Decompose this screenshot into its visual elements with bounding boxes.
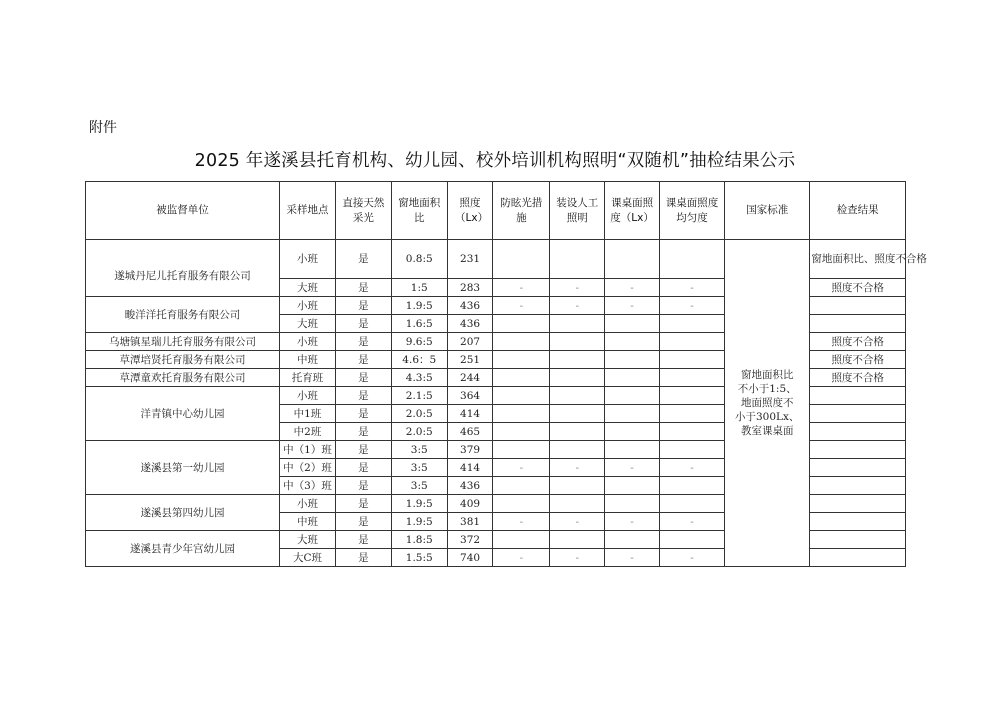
artificial-cell xyxy=(550,423,605,441)
result-cell xyxy=(810,531,906,549)
desk-uniformity-cell xyxy=(660,387,725,405)
ratio-cell: 3:5 xyxy=(391,459,447,477)
location-cell: 托育班 xyxy=(280,369,336,387)
result-cell xyxy=(810,495,906,513)
antiglare-cell xyxy=(493,441,550,459)
result-cell xyxy=(810,513,906,531)
artificial-cell: - xyxy=(550,459,605,477)
illuminance-cell: 372 xyxy=(447,531,493,549)
ratio-cell: 9.6:5 xyxy=(391,333,447,351)
artificial-cell: - xyxy=(550,279,605,297)
antiglare-cell xyxy=(493,369,550,387)
national-standard-cell xyxy=(725,240,810,567)
location-cell: 大C班 xyxy=(280,549,336,567)
standard-line: 小于300Lx、 xyxy=(734,411,800,423)
daylight-cell: 是 xyxy=(335,297,391,315)
location-cell: 中（2）班 xyxy=(280,459,336,477)
artificial-cell xyxy=(550,240,605,279)
header-ratio: 窗地面积比 xyxy=(391,182,447,240)
result-cell: 窗地面积比、照度不合格 xyxy=(810,240,906,279)
desk-uniformity-cell xyxy=(660,333,725,351)
ratio-cell: 1.9:5 xyxy=(391,297,447,315)
unit-cell: 草潭童欢托育服务有限公司 xyxy=(86,369,280,387)
location-cell: 大班 xyxy=(280,531,336,549)
daylight-cell: 是 xyxy=(335,423,391,441)
desk-uniformity-cell xyxy=(660,405,725,423)
antiglare-cell xyxy=(493,531,550,549)
location-cell: 小班 xyxy=(280,387,336,405)
desk-uniformity-cell: - xyxy=(660,549,725,567)
result-cell xyxy=(810,423,906,441)
attachment-label: 附件 xyxy=(89,120,117,136)
desk-illuminance-cell: - xyxy=(605,513,660,531)
daylight-cell: 是 xyxy=(335,459,391,477)
illuminance-cell: 414 xyxy=(447,405,493,423)
desk-illuminance-cell xyxy=(605,369,660,387)
result-cell: 照度不合格 xyxy=(810,369,906,387)
artificial-cell xyxy=(550,495,605,513)
result-cell xyxy=(810,549,906,567)
location-cell: 小班 xyxy=(280,297,336,315)
ratio-cell: 3:5 xyxy=(391,477,447,495)
illuminance-cell: 379 xyxy=(447,441,493,459)
location-cell: 中2班 xyxy=(280,423,336,441)
standard-line: 不小于1:5、 xyxy=(737,383,797,395)
ratio-cell: 4.6：5 xyxy=(391,351,447,369)
daylight-cell: 是 xyxy=(335,531,391,549)
illuminance-cell: 740 xyxy=(447,549,493,567)
illuminance-cell: 409 xyxy=(447,495,493,513)
result-cell xyxy=(810,459,906,477)
ratio-cell: 1.9:5 xyxy=(391,513,447,531)
desk-illuminance-cell: - xyxy=(605,297,660,315)
header-standard: 国家标准 xyxy=(725,182,810,240)
antiglare-cell xyxy=(493,495,550,513)
desk-illuminance-cell xyxy=(605,477,660,495)
daylight-cell: 是 xyxy=(335,441,391,459)
artificial-cell xyxy=(550,387,605,405)
artificial-cell xyxy=(550,477,605,495)
artificial-cell: - xyxy=(550,513,605,531)
ratio-cell: 2.1:5 xyxy=(391,387,447,405)
desk-illuminance-cell xyxy=(605,441,660,459)
desk-uniformity-cell: - xyxy=(660,459,725,477)
desk-illuminance-cell xyxy=(605,387,660,405)
location-cell: 中1班 xyxy=(280,405,336,423)
desk-illuminance-cell xyxy=(605,423,660,441)
result-cell: 照度不合格 xyxy=(810,279,906,297)
result-cell xyxy=(810,477,906,495)
antiglare-cell: - xyxy=(493,459,550,477)
header-unit: 被监督单位 xyxy=(86,182,280,240)
header-location: 采样地点 xyxy=(280,182,336,240)
unit-cell: 遂溪县第四幼儿园 xyxy=(86,495,280,531)
desk-illuminance-cell xyxy=(605,333,660,351)
ratio-cell: 0.8:5 xyxy=(391,240,447,279)
antiglare-cell: - xyxy=(493,279,550,297)
location-cell: 中班 xyxy=(280,513,336,531)
antiglare-cell xyxy=(493,315,550,333)
ratio-cell: 2.0:5 xyxy=(391,405,447,423)
artificial-cell xyxy=(550,333,605,351)
desk-illuminance-cell xyxy=(605,240,660,279)
antiglare-cell xyxy=(493,351,550,369)
desk-uniformity-cell xyxy=(660,441,725,459)
daylight-cell: 是 xyxy=(335,279,391,297)
desk-uniformity-cell xyxy=(660,531,725,549)
daylight-cell: 是 xyxy=(335,369,391,387)
daylight-cell: 是 xyxy=(335,351,391,369)
illuminance-cell: 251 xyxy=(447,351,493,369)
desk-uniformity-cell xyxy=(660,369,725,387)
daylight-cell: 是 xyxy=(335,315,391,333)
location-cell: 中班 xyxy=(280,351,336,369)
desk-illuminance-cell xyxy=(605,405,660,423)
result-cell xyxy=(810,387,906,405)
ratio-cell: 2.0:5 xyxy=(391,423,447,441)
daylight-cell: 是 xyxy=(335,549,391,567)
artificial-cell: - xyxy=(550,549,605,567)
illuminance-cell: 465 xyxy=(447,423,493,441)
desk-uniformity-cell xyxy=(660,240,725,279)
antiglare-cell xyxy=(493,477,550,495)
daylight-cell: 是 xyxy=(335,333,391,351)
desk-illuminance-cell: - xyxy=(605,279,660,297)
desk-illuminance-cell xyxy=(605,351,660,369)
unit-cell: 遂溪县第一幼儿园 xyxy=(86,441,280,495)
location-cell: 中（3）班 xyxy=(280,477,336,495)
antiglare-cell: - xyxy=(493,297,550,315)
result-cell xyxy=(810,297,906,315)
illuminance-cell: 364 xyxy=(447,387,493,405)
desk-uniformity-cell xyxy=(660,351,725,369)
ratio-cell: 1.6:5 xyxy=(391,315,447,333)
illuminance-cell: 436 xyxy=(447,477,493,495)
inspection-results-table xyxy=(85,181,927,567)
location-cell: 大班 xyxy=(280,279,336,297)
table-row xyxy=(86,240,906,279)
illuminance-cell: 231 xyxy=(447,240,493,279)
unit-cell: 草潭培贤托育服务有限公司 xyxy=(86,351,280,369)
antiglare-cell: - xyxy=(493,513,550,531)
desk-illuminance-cell xyxy=(605,315,660,333)
desk-uniformity-cell xyxy=(660,477,725,495)
artificial-cell xyxy=(550,441,605,459)
antiglare-cell xyxy=(493,387,550,405)
header-desk-uniformity: 课桌面照度均匀度 xyxy=(660,182,725,240)
desk-illuminance-cell xyxy=(605,495,660,513)
antiglare-cell xyxy=(493,333,550,351)
header-desk-illuminance: 课桌面照度（Lx） xyxy=(605,182,660,240)
location-cell: 小班 xyxy=(280,333,336,351)
header-result: 检查结果 xyxy=(810,182,906,240)
artificial-cell: - xyxy=(550,297,605,315)
antiglare-cell xyxy=(493,423,550,441)
desk-illuminance-cell xyxy=(605,531,660,549)
illuminance-cell: 283 xyxy=(447,279,493,297)
desk-uniformity-cell: - xyxy=(660,279,725,297)
document-title: 2025 年遂溪县托育机构、幼儿园、校外培训机构照明“双随机”抽检结果公示 xyxy=(194,151,796,171)
unit-cell: 洋青镇中心幼儿园 xyxy=(86,387,280,441)
desk-uniformity-cell xyxy=(660,315,725,333)
desk-uniformity-cell xyxy=(660,495,725,513)
result-cell xyxy=(810,405,906,423)
desk-illuminance-cell: - xyxy=(605,549,660,567)
ratio-cell: 1.9:5 xyxy=(391,495,447,513)
result-cell: 照度不合格 xyxy=(810,333,906,351)
standard-line: 窗地面积比 xyxy=(740,369,794,381)
desk-uniformity-cell: - xyxy=(660,297,725,315)
ratio-cell: 3:5 xyxy=(391,441,447,459)
header-daylight: 直接天然采光 xyxy=(335,182,391,240)
antiglare-cell xyxy=(493,240,550,279)
location-cell: 大班 xyxy=(280,315,336,333)
result-cell xyxy=(810,441,906,459)
header-antiglare: 防眩光措施 xyxy=(493,182,550,240)
illuminance-cell: 436 xyxy=(447,297,493,315)
illuminance-cell: 381 xyxy=(447,513,493,531)
illuminance-cell: 436 xyxy=(447,315,493,333)
daylight-cell: 是 xyxy=(335,387,391,405)
artificial-cell xyxy=(550,315,605,333)
result-cell: 照度不合格 xyxy=(810,351,906,369)
daylight-cell: 是 xyxy=(335,405,391,423)
unit-cell: 遂溪县青少年宫幼儿园 xyxy=(86,531,280,567)
header-row xyxy=(86,182,906,240)
header-artificial: 装设人工照明 xyxy=(550,182,605,240)
standard-line: 地面照度不 xyxy=(740,397,794,409)
illuminance-cell: 207 xyxy=(447,333,493,351)
illuminance-cell: 414 xyxy=(447,459,493,477)
daylight-cell: 是 xyxy=(335,477,391,495)
location-cell: 小班 xyxy=(280,495,336,513)
antiglare-cell: - xyxy=(493,549,550,567)
desk-illuminance-cell: - xyxy=(605,459,660,477)
location-cell: 小班 xyxy=(280,240,336,279)
daylight-cell: 是 xyxy=(335,495,391,513)
desk-uniformity-cell: - xyxy=(660,513,725,531)
unit-cell: 遂城丹尼儿托育服务有限公司 xyxy=(86,240,280,297)
antiglare-cell xyxy=(493,405,550,423)
result-cell xyxy=(810,315,906,333)
ratio-cell: 1.8:5 xyxy=(391,531,447,549)
artificial-cell xyxy=(550,369,605,387)
illuminance-cell: 244 xyxy=(447,369,493,387)
ratio-cell: 4.3:5 xyxy=(391,369,447,387)
daylight-cell: 是 xyxy=(335,513,391,531)
unit-cell: 乌塘镇星瑞儿托育服务有限公司 xyxy=(86,333,280,351)
standard-line: 教室课桌面 xyxy=(740,425,794,437)
artificial-cell xyxy=(550,531,605,549)
artificial-cell xyxy=(550,351,605,369)
desk-uniformity-cell xyxy=(660,423,725,441)
daylight-cell: 是 xyxy=(335,240,391,279)
artificial-cell xyxy=(550,405,605,423)
ratio-cell: 1.5:5 xyxy=(391,549,447,567)
unit-cell: 畯洋洋托育服务有限公司 xyxy=(86,297,280,333)
location-cell: 中（1）班 xyxy=(280,441,336,459)
ratio-cell: 1:5 xyxy=(391,279,447,297)
header-illuminance: 照度（Lx） xyxy=(447,182,493,240)
